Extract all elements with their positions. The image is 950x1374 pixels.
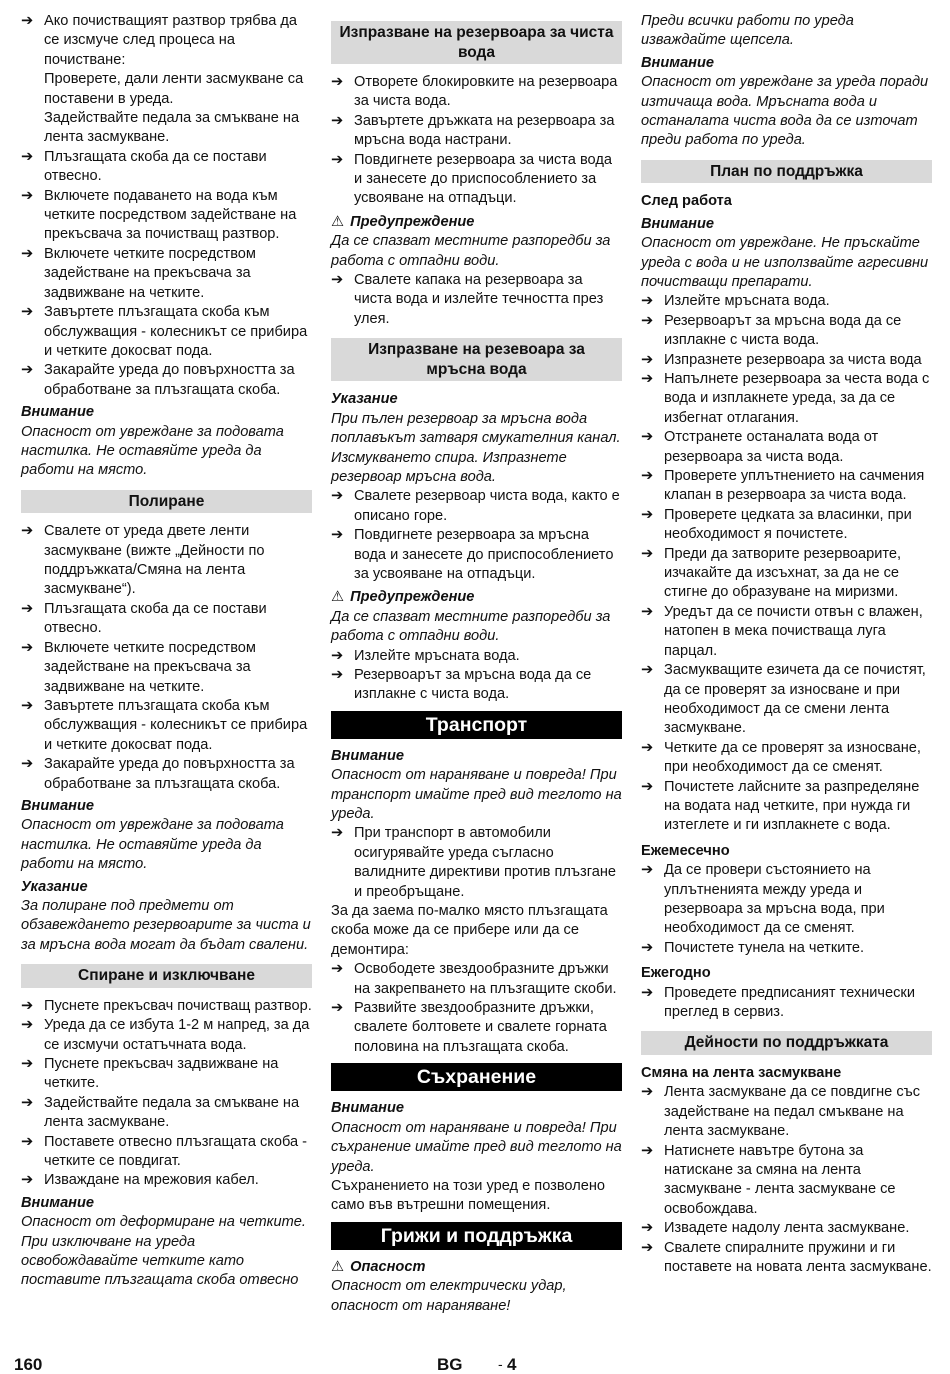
step-text: Проверете уплътнението на сачмения клапан в резервоара за чиста вода. <box>664 468 925 504</box>
instruction-step <box>21 12 312 70</box>
step-text: Свалете резервоар чиста вода, както е описано горе. <box>354 488 620 524</box>
arrow-bullet-icon: ➔ <box>21 1017 34 1034</box>
arrow-bullet-icon: ➔ <box>21 639 34 656</box>
step-text: Четките да се проверят за износване, при необходимост да се сменят. <box>664 739 921 776</box>
subheading: Ежегодно <box>641 965 711 982</box>
arrow-bullet-icon: ➔ <box>331 647 344 664</box>
step-text: Изпразнете резервоара за чиста вода <box>664 351 922 368</box>
notice-label: Внимание <box>331 1100 405 1117</box>
chapter-heading: Транспорт <box>331 711 622 739</box>
section-heading: План по поддръжка <box>641 160 932 184</box>
instruction-step <box>641 506 932 545</box>
warning-triangle-icon: ⚠ <box>331 1258 345 1275</box>
arrow-bullet-icon: ➔ <box>331 666 344 683</box>
notice-text: Да се спазват местните разпоредби за работа с отпадни води. <box>331 608 611 645</box>
instruction-step <box>331 112 622 151</box>
instruction-note: Проверете, дали ленти засмукване са поставени в уреда. <box>44 71 304 107</box>
step-text: Резервоарът за мръсна вода да се изплакне с чиста вода. <box>664 312 902 349</box>
arrow-bullet-icon: ➔ <box>641 545 654 562</box>
arrow-bullet-icon: ➔ <box>641 312 654 329</box>
step-text: Изваждане на мрежовия кабел. <box>44 1172 259 1189</box>
language-code: BG <box>437 1355 463 1374</box>
body-text: За да заема по-малко място плъзгащата скоба може да се прибере или да се демонтира: <box>331 903 608 958</box>
section-heading: Изпразване на резевоара за мръсна вода <box>331 338 622 381</box>
warning-triangle-icon: ⚠ <box>331 589 345 606</box>
instruction-step <box>641 1142 932 1220</box>
notice-label: Указание <box>331 391 398 408</box>
notice-text: Опасност от електрически удар, опасност от нараняване! <box>331 1278 567 1314</box>
page-number: 160 <box>14 1355 43 1374</box>
step-text: Завъртете дръжката на резервоара за мръсна вода настрани. <box>354 112 615 149</box>
instruction-step <box>641 1083 932 1141</box>
warning-text: Опасност <box>350 1258 426 1275</box>
arrow-bullet-icon: ➔ <box>641 429 654 446</box>
notice-text: Опасност от нараняване и повреда! При съхранение имайте пред вид теглото на уреда. <box>331 1119 622 1175</box>
section-heading: Полиране <box>21 490 312 514</box>
instruction-step <box>21 1016 312 1055</box>
step-text: Пуснете прекъсвач задвижване на четките. <box>44 1055 279 1092</box>
instruction-step <box>641 1239 932 1278</box>
step-text: Поставете отвесно плъзгащата скоба - четките се повдигат. <box>44 1133 308 1169</box>
warning-triangle-icon: ⚠ <box>331 213 345 230</box>
arrow-bullet-icon: ➔ <box>641 506 654 523</box>
step-text: При транспорт в автомобили осигурявайте уреда съгласно валидните директиви против плъзгане и преобръщане. <box>354 825 617 900</box>
warning-text: Предупреждение <box>350 213 475 230</box>
arrow-bullet-icon: ➔ <box>641 468 654 485</box>
step-text: Плъзгащата скоба да се постави отвесно. <box>44 600 267 637</box>
notice-label: Указание <box>21 878 88 895</box>
instruction-step <box>641 1219 932 1238</box>
notice-text: При пълен резервоар за мръсна вода поплавъкът затваря смукателния канал. Изсмукването спира. Изпразнете резервоар мръсна вода. <box>331 410 621 485</box>
step-text: Почистете лайсните за разпределяне на водата над четките, при нужда ги изтеглете и ги изплакнете с вода. <box>664 778 920 834</box>
instruction-step <box>641 984 932 1023</box>
step-text: Отворете блокировките на резервоара за чиста вода. <box>354 74 618 110</box>
notice-text: Опасност от увреждане за подовата настилка. Не оставяйте уреда да работи на място. <box>21 423 284 479</box>
step-text: Излейте мръсната вода. <box>664 293 830 310</box>
step-text: Напълнете резервоара за честа вода с вода и изплакнете уреда, за да се избегнат отлагания. <box>664 371 930 426</box>
arrow-bullet-icon: ➔ <box>21 697 34 714</box>
arrow-bullet-icon: ➔ <box>21 1172 34 1189</box>
step-text: Освободете звездообразните дръжки на закрепването на плъзгащите скоби. <box>354 961 617 997</box>
column-1 <box>21 12 312 1291</box>
arrow-bullet-icon: ➔ <box>331 825 344 842</box>
arrow-bullet-icon: ➔ <box>331 74 344 90</box>
arrow-bullet-icon: ➔ <box>21 1094 34 1111</box>
step-text: Проверете цедката за власинки, при необходимост я почистете. <box>664 506 912 543</box>
step-text: Извадете надолу лента засмукване. <box>664 1220 910 1237</box>
arrow-bullet-icon: ➔ <box>21 600 34 617</box>
step-text: Преди да затворите резервоарите, изчакайте да изсъхнат, за да не се стигне до образуване на миризми. <box>664 545 902 601</box>
instruction-step <box>331 666 622 705</box>
arrow-bullet-icon: ➔ <box>331 488 344 505</box>
step-text: Ако почистващият разтвор трябва да се изсмуче след процеса на почистване: <box>44 13 298 68</box>
instruction-step <box>641 739 932 778</box>
instruction-note: Задействайте педала за смъкване на лента засмукване. <box>44 110 300 146</box>
notice-text: Опасност от увреждане за уреда поради изтичаща вода. Мръсната вода и останалата чиста вода да се източат преди работа по уреда. <box>641 74 929 149</box>
instruction-step <box>641 351 932 370</box>
step-text: Лента засмукване да се повдигне със задействане на педал смъкване на лента засмукване. <box>664 1084 921 1140</box>
arrow-bullet-icon: ➔ <box>331 112 344 129</box>
arrow-bullet-icon: ➔ <box>641 351 654 368</box>
step-text: Повдигнете резервоара за чиста вода и занесете до приспособлението за усвояване на отпадъци. <box>354 151 612 207</box>
arrow-bullet-icon: ➔ <box>641 1239 654 1256</box>
instruction-step <box>331 960 622 999</box>
instruction-step <box>21 755 312 794</box>
step-text: Включете четките посредством задействане на прекъсвача за задвижване на четките. <box>44 639 256 695</box>
step-text: Отстранете останалата вода от резервоара за чиста вода. <box>664 429 879 465</box>
chapter-heading: Грижи и поддръжка <box>331 1222 622 1250</box>
notice-label: Внимание <box>21 1194 95 1211</box>
notice-label: Внимание <box>641 54 715 71</box>
notice-text: Опасност от увреждане. Не пръскайте уреда с вода и не използвайте агресивни почистващи препарати. <box>641 235 929 290</box>
step-text: Излейте мръсната вода. <box>354 647 520 664</box>
step-text: Повдигнете резервоара за мръсна вода и занесете до приспособлението за усвояване на отпадъци. <box>354 527 614 582</box>
section-heading: Изпразване на резервоара за чиста вода <box>331 21 622 64</box>
instruction-step <box>21 303 312 361</box>
warning-label <box>331 588 622 607</box>
step-text: Пуснете прекъсвач почистващ разтвор. <box>44 997 312 1014</box>
step-text: Проведете предписаният технически преглед в сервиз. <box>664 984 915 1020</box>
instruction-step <box>21 1133 312 1172</box>
arrow-bullet-icon: ➔ <box>641 1142 654 1159</box>
instruction-step <box>331 526 622 584</box>
instruction-step <box>641 939 932 958</box>
instruction-step <box>21 148 312 187</box>
arrow-bullet-icon: ➔ <box>331 1000 344 1017</box>
notice-text: За полиране под предмети от обзавеждането резервоарите за чиста и за мръсна вода могат да бъдат свалени. <box>21 897 311 953</box>
instruction-step <box>21 1055 312 1094</box>
instruction-step <box>21 361 312 400</box>
warning-label <box>331 213 622 232</box>
instruction-step <box>641 467 932 506</box>
step-text: Почистете тунела на четките. <box>664 939 865 956</box>
arrow-bullet-icon: ➔ <box>641 371 654 387</box>
instruction-step <box>641 778 932 836</box>
column-2 <box>331 12 622 1316</box>
body-text: Съхранението на този уред е позволено само във вътрешни помещения. <box>331 1177 606 1214</box>
section-heading: Спиране и изключване <box>21 964 312 988</box>
arrow-bullet-icon: ➔ <box>331 961 344 978</box>
instruction-step <box>641 428 932 467</box>
instruction-step <box>641 370 932 428</box>
arrow-bullet-icon: ➔ <box>21 1133 34 1150</box>
step-text: Задействайте педала за смъкване на лента засмукване. <box>44 1094 300 1131</box>
arrow-bullet-icon: ➔ <box>641 603 654 620</box>
warning-text: Предупреждение <box>350 589 475 606</box>
instruction-step <box>21 697 312 755</box>
footer-separator: - <box>498 1356 503 1372</box>
notice-text: Опасност от увреждане за подовата настилка. Не оставяйте уреда да работи на място. <box>21 817 284 873</box>
notice-text: Преди всички работи по уреда изваждайте щепсела. <box>641 13 854 49</box>
instruction-step <box>21 187 312 245</box>
arrow-bullet-icon: ➔ <box>21 1055 34 1072</box>
instruction-step <box>641 545 932 603</box>
instruction-step <box>331 999 622 1057</box>
arrow-bullet-icon: ➔ <box>21 756 34 773</box>
step-text: Включете четките посредством задействане на прекъсвача за задвижване на четките. <box>44 245 256 301</box>
arrow-bullet-icon: ➔ <box>641 1084 654 1101</box>
instruction-step <box>641 661 932 739</box>
arrow-bullet-icon: ➔ <box>641 862 654 879</box>
instruction-step <box>331 73 622 112</box>
arrow-bullet-icon: ➔ <box>641 739 654 756</box>
instruction-step <box>21 522 312 600</box>
step-text: Уредът да се почисти отвън с влажен, натопен в мека почистваща луга парцал. <box>664 603 923 659</box>
arrow-bullet-icon: ➔ <box>21 13 34 29</box>
instruction-step <box>331 151 622 209</box>
section-heading: Дейности по поддръжката <box>641 1031 932 1055</box>
arrow-bullet-icon: ➔ <box>331 151 344 168</box>
subheading: Ежемесечно <box>641 842 730 859</box>
arrow-bullet-icon: ➔ <box>331 527 344 544</box>
step-text: Закарайте уреда до повърхността за обработване за плъзгащата скоба. <box>44 756 295 792</box>
arrow-bullet-icon: ➔ <box>331 272 344 289</box>
instruction-step <box>21 1171 312 1190</box>
notice-label: Внимание <box>21 404 95 421</box>
arrow-bullet-icon: ➔ <box>21 148 34 165</box>
notice-label: Внимание <box>641 215 715 232</box>
arrow-bullet-icon: ➔ <box>21 362 34 379</box>
instruction-step <box>331 487 622 526</box>
step-text: Закарайте уреда до повърхността за обработване за плъзгащата скоба. <box>44 362 295 398</box>
notice-text: Опасност от деформиране на четките. При изключване на уреда освобождавайте четките като поставите плъзгащата скоба отвесно <box>21 1214 306 1289</box>
instruction-step <box>641 312 932 351</box>
instruction-step <box>21 1094 312 1133</box>
warning-label <box>331 1258 622 1277</box>
chapter-heading: Съхранение <box>331 1063 622 1091</box>
instruction-step <box>641 292 932 311</box>
arrow-bullet-icon: ➔ <box>21 187 34 204</box>
step-text: Развийте звездообразните дръжки, свалете болтовете и свалете горната половина на плъзгащата скоба. <box>354 1000 607 1055</box>
step-text: Плъзгащата скоба да се постави отвесно. <box>44 148 267 185</box>
step-text: Включете подаването на вода към четките посредством задействане на прекъсвача за почистващ разтвор. <box>44 187 297 243</box>
step-text: Свалете капака на резервоара за чиста вода и излейте течността през улея. <box>354 272 604 327</box>
arrow-bullet-icon: ➔ <box>641 778 654 795</box>
instruction-step <box>21 639 312 697</box>
arrow-bullet-icon: ➔ <box>641 984 654 1001</box>
arrow-bullet-icon: ➔ <box>21 245 34 262</box>
instruction-step <box>21 245 312 303</box>
instruction-step <box>641 861 932 939</box>
step-text: Натиснете навътре бутона за натискане за смяна на лента засмукване - лента засмукване се освобождава. <box>664 1142 896 1217</box>
step-text: Засмукващите езичета да се почистят, да се проверят за износване и при необходимост да се смени лента засмукване. <box>664 662 926 737</box>
column-3 <box>641 12 932 1277</box>
arrow-bullet-icon: ➔ <box>21 304 34 321</box>
section-page-number: 4 <box>507 1355 517 1374</box>
arrow-bullet-icon: ➔ <box>641 293 654 310</box>
step-text: Свалете спиралните пружини и ги поставете на новата лента засмукване. <box>664 1239 932 1275</box>
step-text: Завъртете плъзгащата скоба към обслужващия - колесникът се прибира и четките докосват пода. <box>44 697 308 753</box>
step-text: Уреда да се избута 1-2 м напред, за да се изсмучи остатъчната вода. <box>44 1017 310 1053</box>
instruction-step <box>331 647 622 666</box>
notice-label: Внимание <box>331 747 405 764</box>
subheading: След работа <box>641 193 732 210</box>
instruction-step <box>641 603 932 661</box>
notice-text: Да се спазват местните разпоредби за работа с отпадни води. <box>331 233 611 269</box>
arrow-bullet-icon: ➔ <box>21 997 34 1014</box>
arrow-bullet-icon: ➔ <box>641 939 654 956</box>
step-text: Да се провери състоянието на уплътненията между уреда и резервоара за мръсна вода, при необходимост да се сменят. <box>664 862 885 937</box>
step-text: Резервоарът за мръсна вода да се изплакне с чиста вода. <box>354 666 592 703</box>
step-text: Свалете от уреда двете ленти засмукване (вижте „Дейности по поддръжката/Смяна на лента засмукване“). <box>44 523 265 598</box>
notice-text: Опасност от нараняване и повреда! При транспорт имайте пред вид теглото на уреда. <box>331 767 622 822</box>
instruction-step <box>331 824 622 902</box>
arrow-bullet-icon: ➔ <box>641 662 654 679</box>
step-text: Завъртете плъзгащата скоба към обслужващия - колесникът се прибира и четките докосват пода. <box>44 304 308 359</box>
instruction-step <box>21 997 312 1016</box>
arrow-bullet-icon: ➔ <box>641 1220 654 1237</box>
arrow-bullet-icon: ➔ <box>21 523 34 540</box>
instruction-step <box>21 600 312 639</box>
instruction-step <box>331 271 622 329</box>
notice-label: Внимание <box>21 797 95 814</box>
subheading: Смяна на лента засмукване <box>641 1064 842 1081</box>
